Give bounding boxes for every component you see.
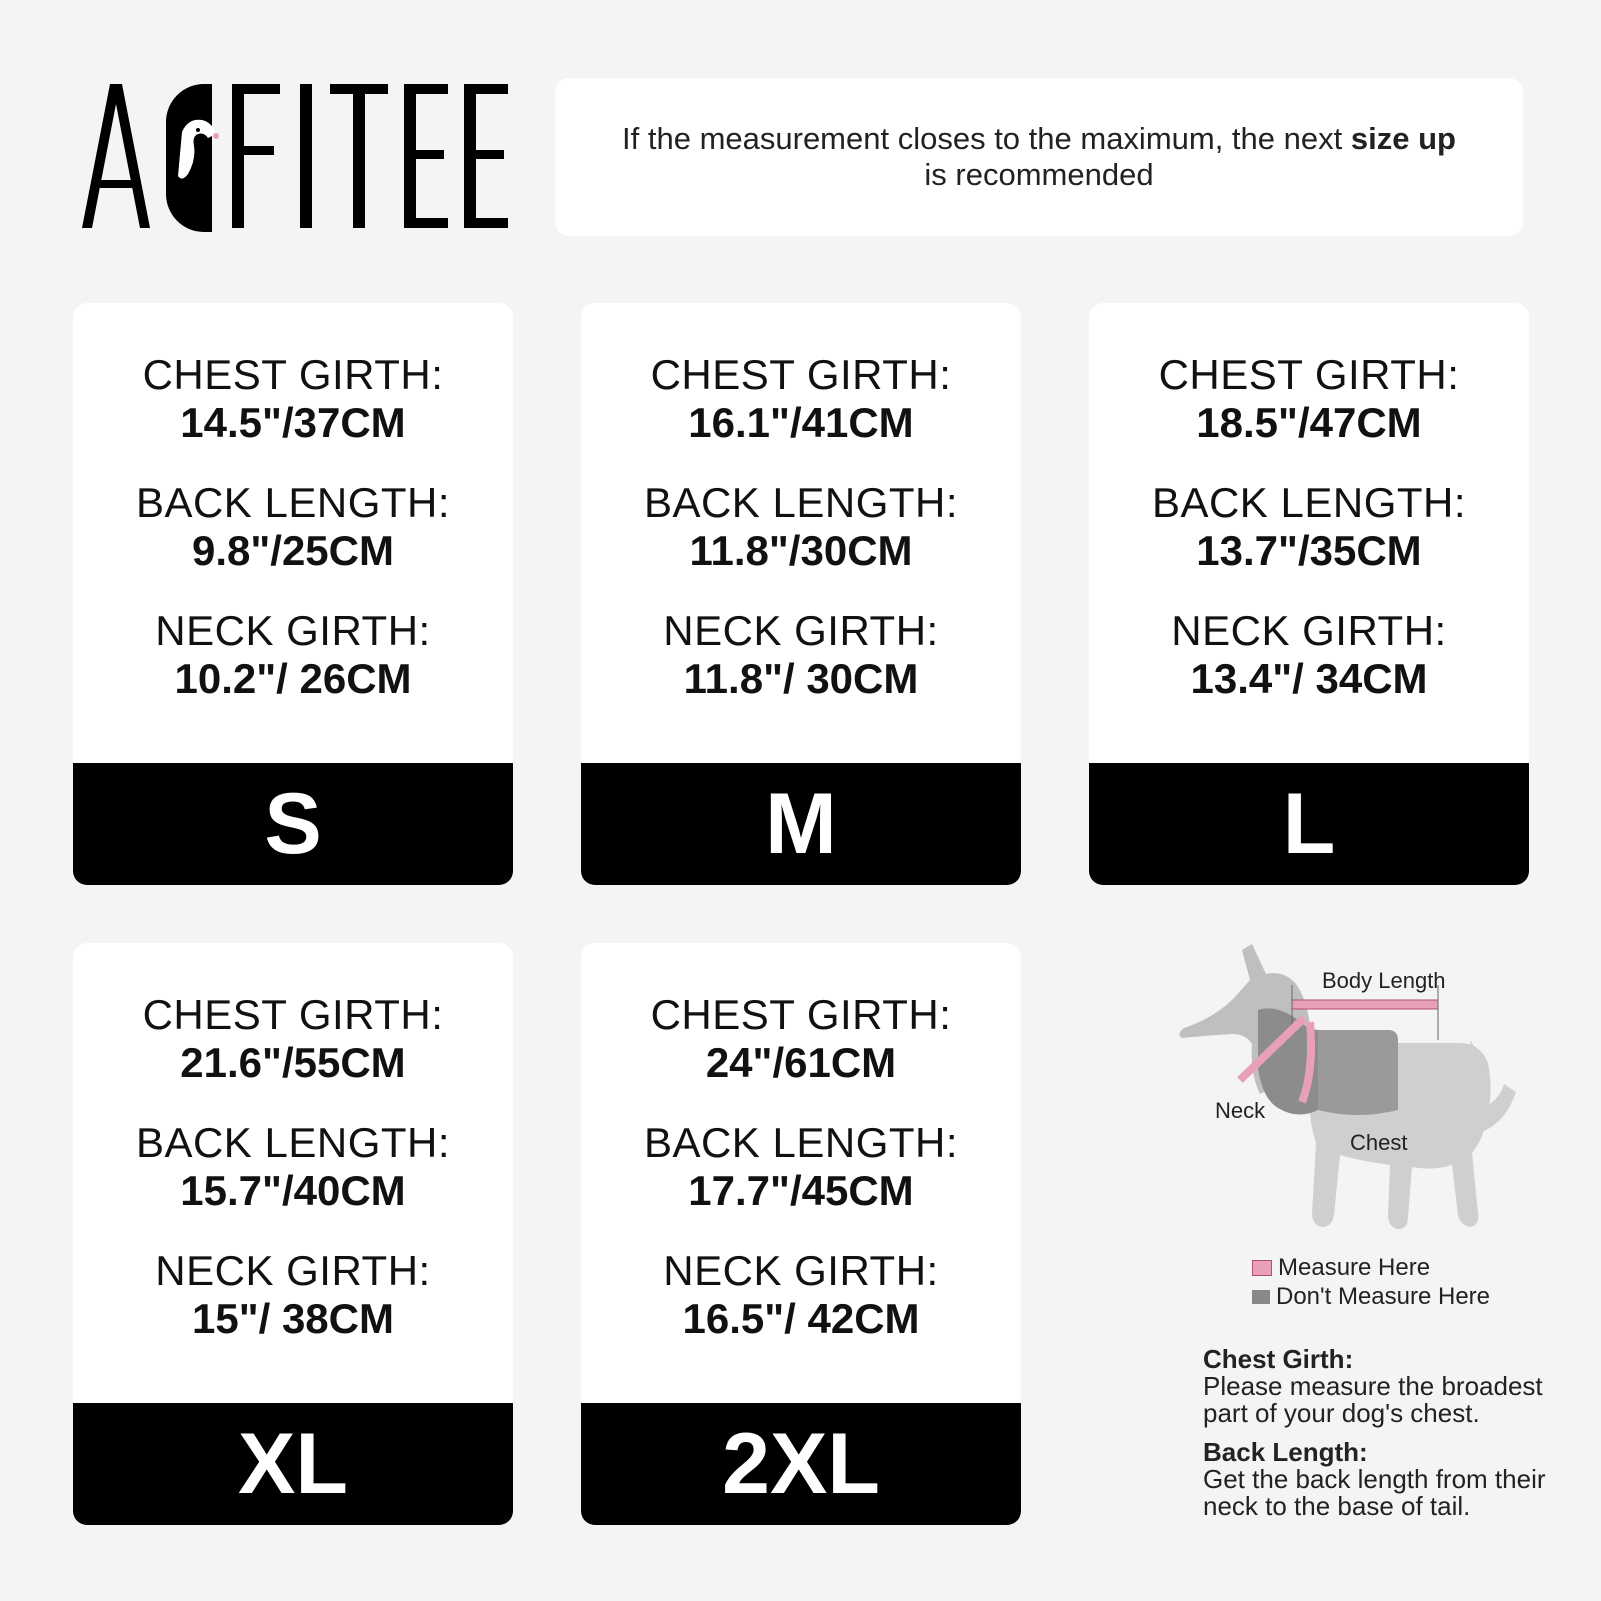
chest-girth-text: Please measure the broadest part of your dog's chest.	[1203, 1371, 1543, 1428]
chest-value: 24"/61CM	[705, 1039, 897, 1086]
diagram-legend	[1252, 1253, 1490, 1311]
back-length-note	[1203, 1439, 1593, 1520]
size-label: S	[73, 763, 513, 885]
neck-value: 11.8"/ 30CM	[683, 655, 919, 702]
chest-label: CHEST GIRTH:	[1158, 351, 1460, 398]
legend-item-dont-measure	[1252, 1282, 1490, 1311]
size-label: L	[1089, 763, 1529, 885]
neck-value: 16.5"/ 42CM	[682, 1295, 920, 1342]
size-card-l	[1089, 303, 1529, 885]
sizing-notice	[555, 78, 1523, 236]
back-label: BACK LENGTH:	[1151, 479, 1467, 526]
chest-label: CHEST GIRTH:	[142, 991, 444, 1038]
chest-value: 14.5"/37CM	[180, 399, 406, 446]
chest-value: 21.6"/55CM	[180, 1039, 406, 1086]
neck-label: NECK GIRTH:	[155, 1247, 431, 1294]
neck-value: 15"/ 38CM	[191, 1295, 394, 1342]
notice-line-2: is recommended	[924, 157, 1154, 192]
back-value: 11.8"/30CM	[689, 527, 913, 574]
size-card-2xl	[581, 943, 1021, 1525]
chest-label: CHEST GIRTH:	[142, 351, 444, 398]
brand-logo	[82, 84, 512, 232]
back-value: 13.7"/35CM	[1196, 527, 1422, 574]
neck-value: 10.2"/ 26CM	[174, 655, 412, 702]
legend-measure-text: Measure Here	[1278, 1253, 1431, 1281]
chest-label: CHEST GIRTH:	[650, 351, 952, 398]
size-card-xl	[73, 943, 513, 1525]
size-card-m	[581, 303, 1021, 885]
measurement-notes	[1203, 1346, 1593, 1532]
brand-logo-graphic	[82, 84, 512, 232]
tape-swatch-icon	[1252, 1260, 1272, 1276]
notice-text: If the measurement closes to the maximum, the next	[622, 121, 1343, 156]
back-value: 9.8"/25CM	[191, 527, 394, 574]
size-label: M	[581, 763, 1021, 885]
measurement-diagram	[1170, 940, 1580, 1300]
chest-label-diagram: Chest	[1350, 1130, 1408, 1155]
neck-value: 13.4"/ 34CM	[1190, 655, 1428, 702]
neck-label: NECK GIRTH:	[663, 607, 939, 654]
size-card-s	[73, 303, 513, 885]
neck-label: NECK GIRTH:	[1171, 607, 1447, 654]
back-value: 17.7"/45CM	[688, 1167, 914, 1214]
back-length-title: Back Length:	[1203, 1437, 1368, 1467]
back-length-text: Get the back length from their neck to the base of tail.	[1203, 1464, 1546, 1521]
chest-value: 18.5"/47CM	[1196, 399, 1422, 446]
back-label: BACK LENGTH:	[135, 479, 451, 526]
back-label: BACK LENGTH:	[135, 1119, 451, 1166]
chest-girth-title: Chest Girth:	[1203, 1344, 1354, 1374]
neck-label: NECK GIRTH:	[155, 607, 431, 654]
neck-label-diagram: Neck	[1215, 1098, 1266, 1123]
chest-value: 16.1"/41CM	[688, 399, 914, 446]
chest-girth-note	[1203, 1346, 1593, 1427]
size-label: XL	[73, 1403, 513, 1525]
chest-label: CHEST GIRTH:	[650, 991, 952, 1038]
grey-swatch-icon	[1252, 1290, 1270, 1304]
legend-dont-measure-text: Don't Measure Here	[1276, 1282, 1491, 1310]
legend-item-measure	[1252, 1253, 1490, 1282]
back-value: 15.7"/40CM	[180, 1167, 406, 1214]
notice-line-1	[622, 121, 1456, 157]
notice-bold: size up	[1350, 121, 1456, 156]
size-label: 2XL	[581, 1403, 1021, 1525]
back-label: BACK LENGTH:	[643, 479, 959, 526]
body-length-tape	[1292, 1000, 1438, 1009]
neck-label: NECK GIRTH:	[663, 1247, 939, 1294]
back-label: BACK LENGTH:	[643, 1119, 959, 1166]
body-length-label: Body Length	[1322, 968, 1446, 993]
